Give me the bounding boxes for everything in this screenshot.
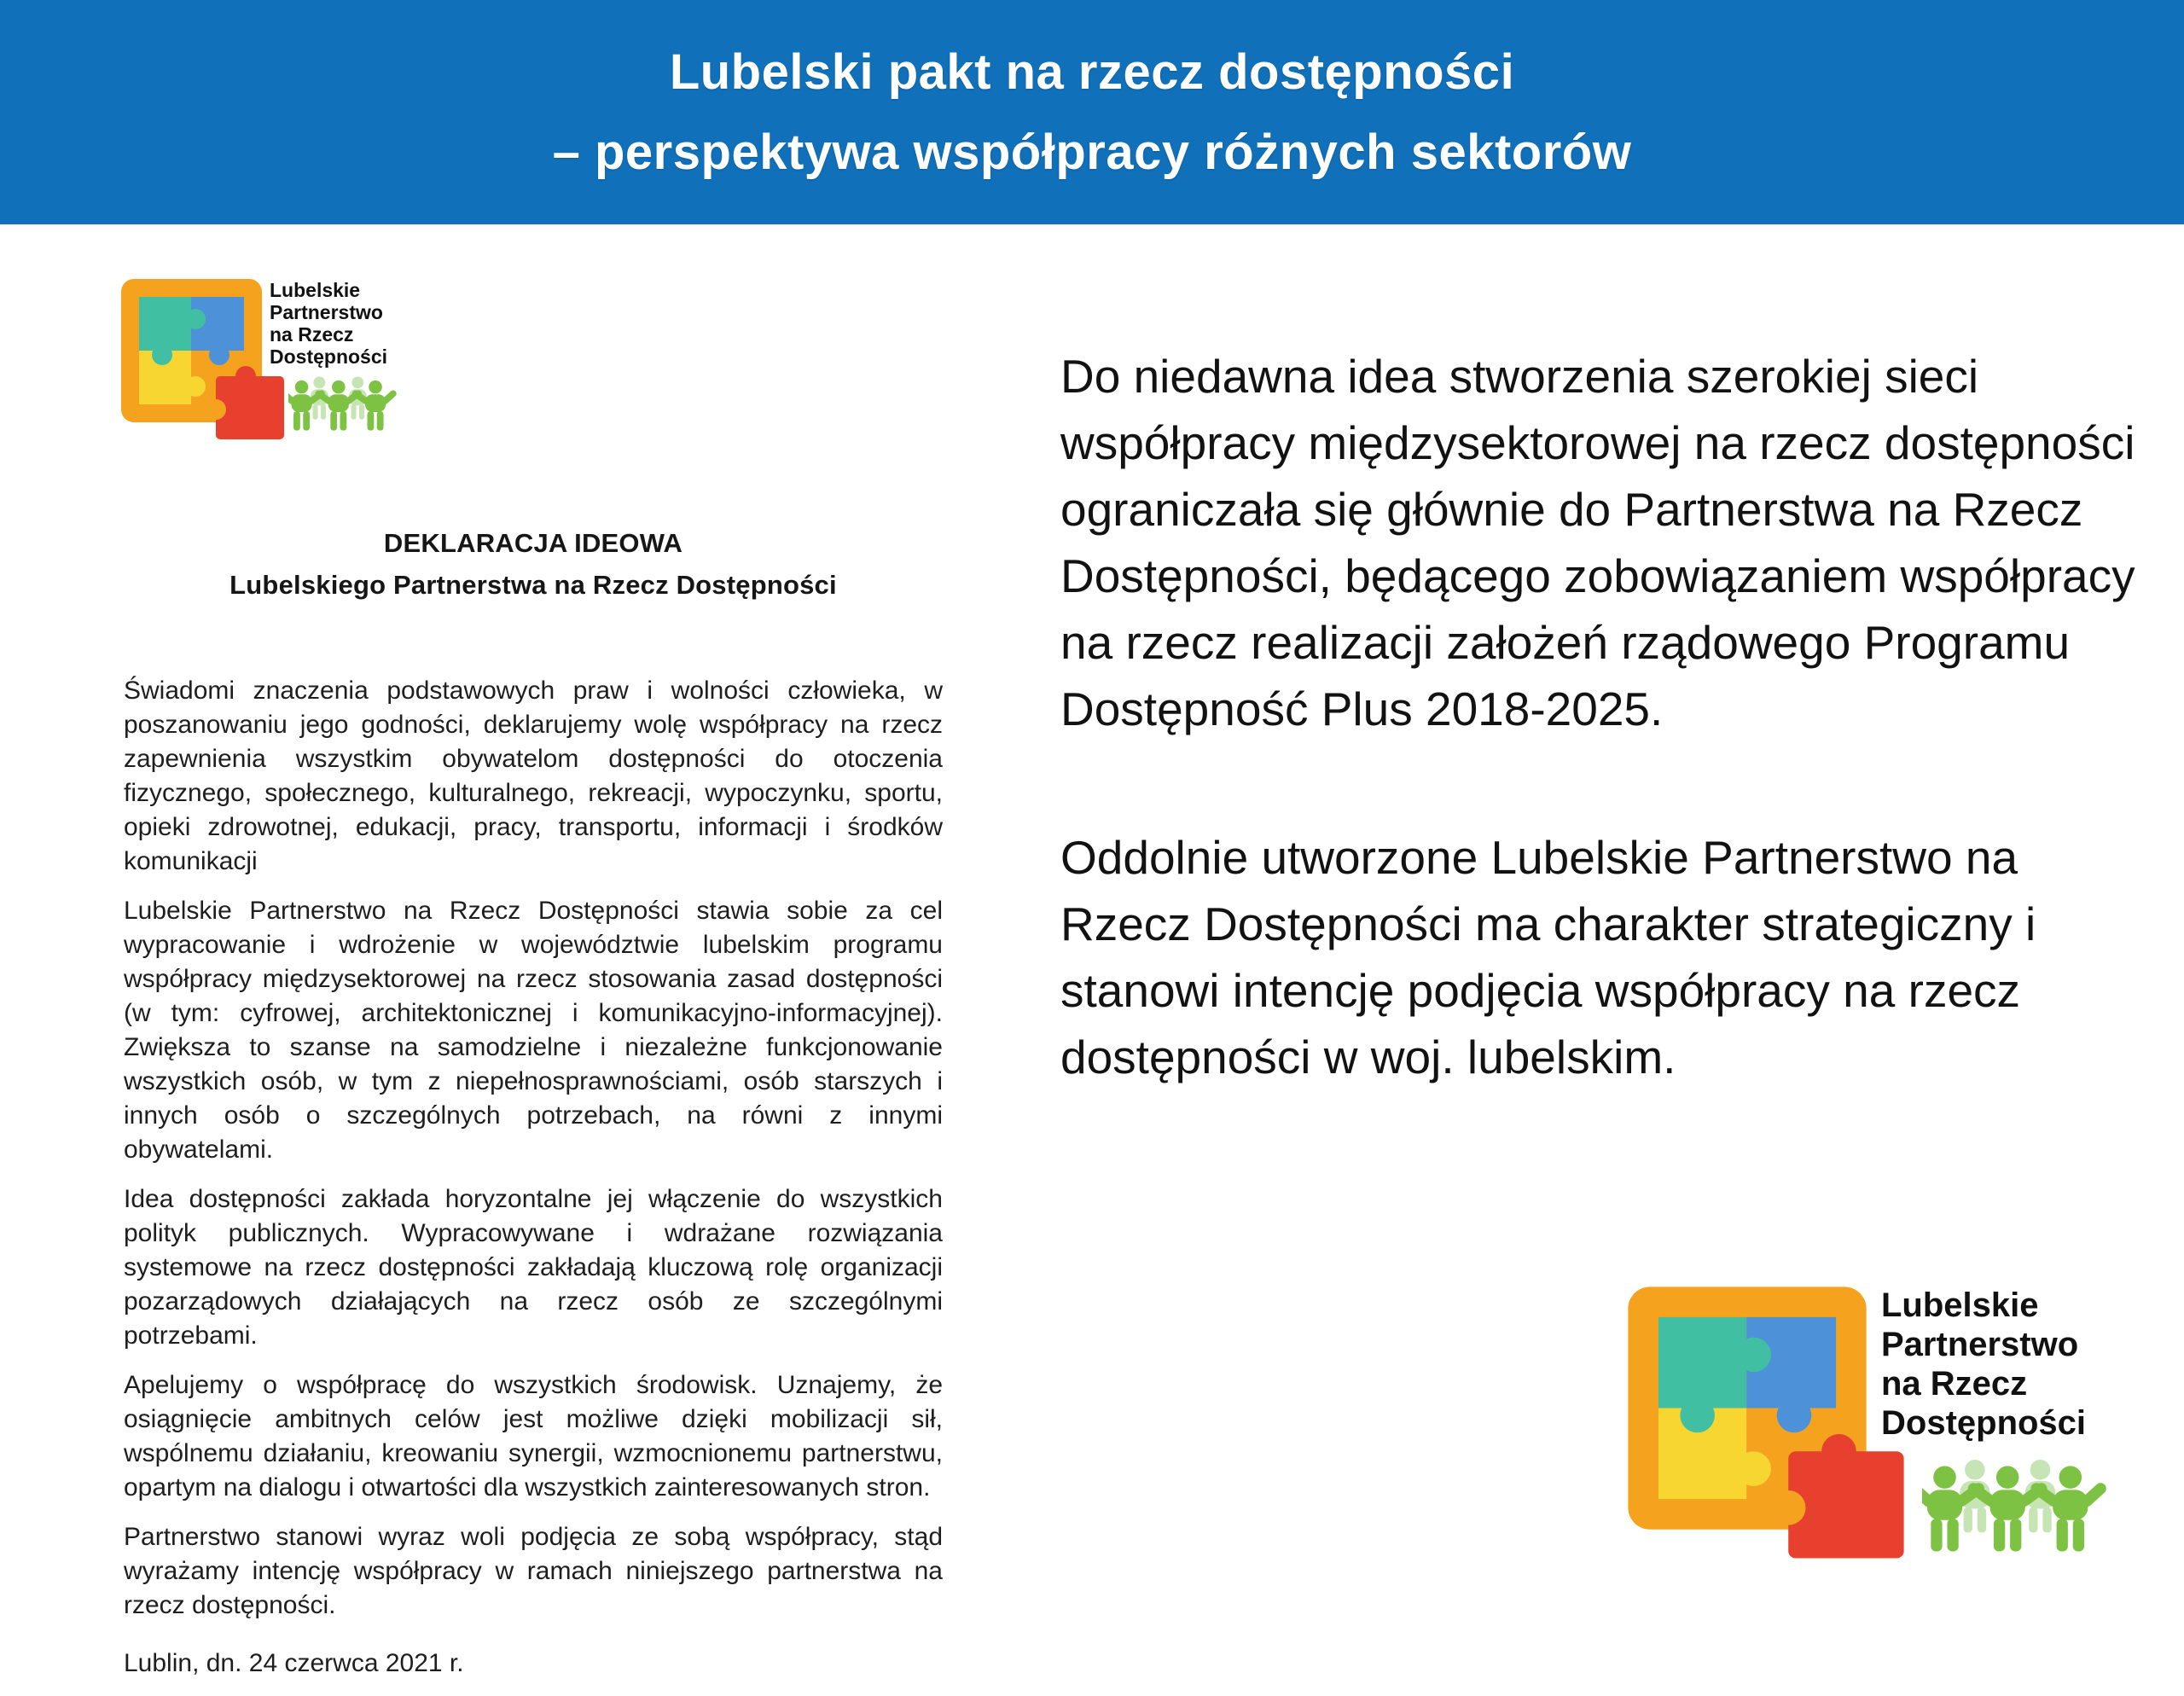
document-date: Lublin, dn. 24 czerwca 2021 r. bbox=[124, 1649, 464, 1677]
logo-wordmark-line1: Lubelskie bbox=[1881, 1287, 2039, 1324]
main-text-paragraph-2: Oddolnie utworzone Lubelskie Partnerstwo na Rzecz Dostępności ma charakter strategiczny i stanowi intencję podjęcia współpracy na rzecz dostępności w woj. lubelskim. bbox=[1060, 831, 2036, 1083]
document-paragraph: Partnerstwo stanowi wyraz woli podjęcia ze sobą współpracy, stąd wyrażamy intencję współpracy w ramach niniejszego partnerstwa na rzecz dostępności. bbox=[124, 1523, 943, 1619]
logo-wordmark-line3: na Rzecz bbox=[270, 323, 354, 346]
document-paragraph: Apelujemy o współpracę do wszystkich środowisk. Uznajemy, że osiągnięcie ambitnych celów jest możliwe dzięki mobilizacji sił, wspólnemu działaniu, kreowaniu synergii, wzmocnionemu partnerstwu, opartym na dialogu i otwartości dla wszystkich zainteresowanych stron. bbox=[124, 1371, 943, 1501]
logo-wordmark-line2: Partnerstwo bbox=[270, 301, 383, 323]
slide-body-text bbox=[1060, 343, 2146, 1090]
document-paragraph: Idea dostępności zakłada horyzontalne jej włączenie do wszystkich polityk publicznych. Wypracowywane i wdrażane rozwiązania systemowe na rzecz dostępności zakładają kluczową rolę organizacji pozarządowych działających na rzecz osób ze szczególnymi potrzebami. bbox=[124, 1185, 943, 1350]
logo-wordmark-line1: Lubelskie bbox=[270, 279, 361, 301]
document-paragraph: Lubelskie Partnerstwo na Rzecz Dostępności stawia sobie za cel wypracowanie i wdrożenie w województwie lubelskim programu współpracy międzysektorowej na rzecz stosowania zasad dostępności (w tym: cyfrowej, architektonicznej i komunikacyjno-informacyjnej). Zwiększa to szanse na samodzielne i niezależne funkcjonowanie wszystkich osób, w tym z niepełnosprawnościami, osób starszych i innych osób o szczególnych potrzebach, na równi z innymi obywatelami. bbox=[124, 897, 943, 1164]
slide-title-line1: Lubelski pakt na rzecz dostępności bbox=[669, 44, 1515, 100]
main-text-paragraph-1: Do niedawna idea stworzenia szerokiej sieci współpracy międzysektorowej na rzecz dostępności ograniczała się głównie do Partnerstwa na Rzecz Dostępności, będącego zobowiązaniem współpracy na rzecz realizacji założeń rządowego Programu Dostępność Plus 2018-2025. bbox=[1060, 350, 2135, 735]
title-banner bbox=[0, 0, 2184, 224]
document-heading-line1: DEKLARACJA IDEOWA bbox=[383, 528, 683, 558]
declaration-document bbox=[124, 674, 943, 1696]
document-heading-line2: Lubelskiego Partnerstwa na Rzecz Dostępności bbox=[229, 570, 837, 600]
partnership-logo-large bbox=[1625, 1284, 2124, 1570]
slide-title-line2: – perspektywa współpracy różnych sektorów bbox=[552, 124, 1632, 180]
people-icon bbox=[1922, 1455, 2108, 1558]
logo-wordmark-line2: Partnerstwo bbox=[1881, 1326, 2079, 1363]
logo-wordmark-line3: na Rzecz bbox=[1881, 1365, 2028, 1403]
logo-wordmark bbox=[270, 279, 387, 368]
partnership-logo-small bbox=[119, 277, 410, 448]
logo-wordmark bbox=[1881, 1286, 2086, 1443]
document-heading bbox=[124, 522, 943, 606]
logo-wordmark-line4: Dostępności bbox=[1881, 1404, 2087, 1442]
puzzle-icon bbox=[1625, 1284, 1907, 1565]
people-icon bbox=[288, 374, 398, 434]
puzzle-icon bbox=[119, 277, 286, 444]
logo-wordmark-line4: Dostępności bbox=[270, 346, 388, 368]
document-paragraph: Świadomi znaczenia podstawowych praw i wolności człowieka, w poszanowaniu jego godności, deklarujemy wolę współpracy na rzecz zapewnienia wszystkim obywatelom dostępności do otoczenia fizycznego, społecznego, kulturalnego, rekreacji, wypoczynku, sportu, opieki zdrowotnej, edukacji, pracy, transportu, informacji i środków komunikacji bbox=[124, 677, 943, 875]
